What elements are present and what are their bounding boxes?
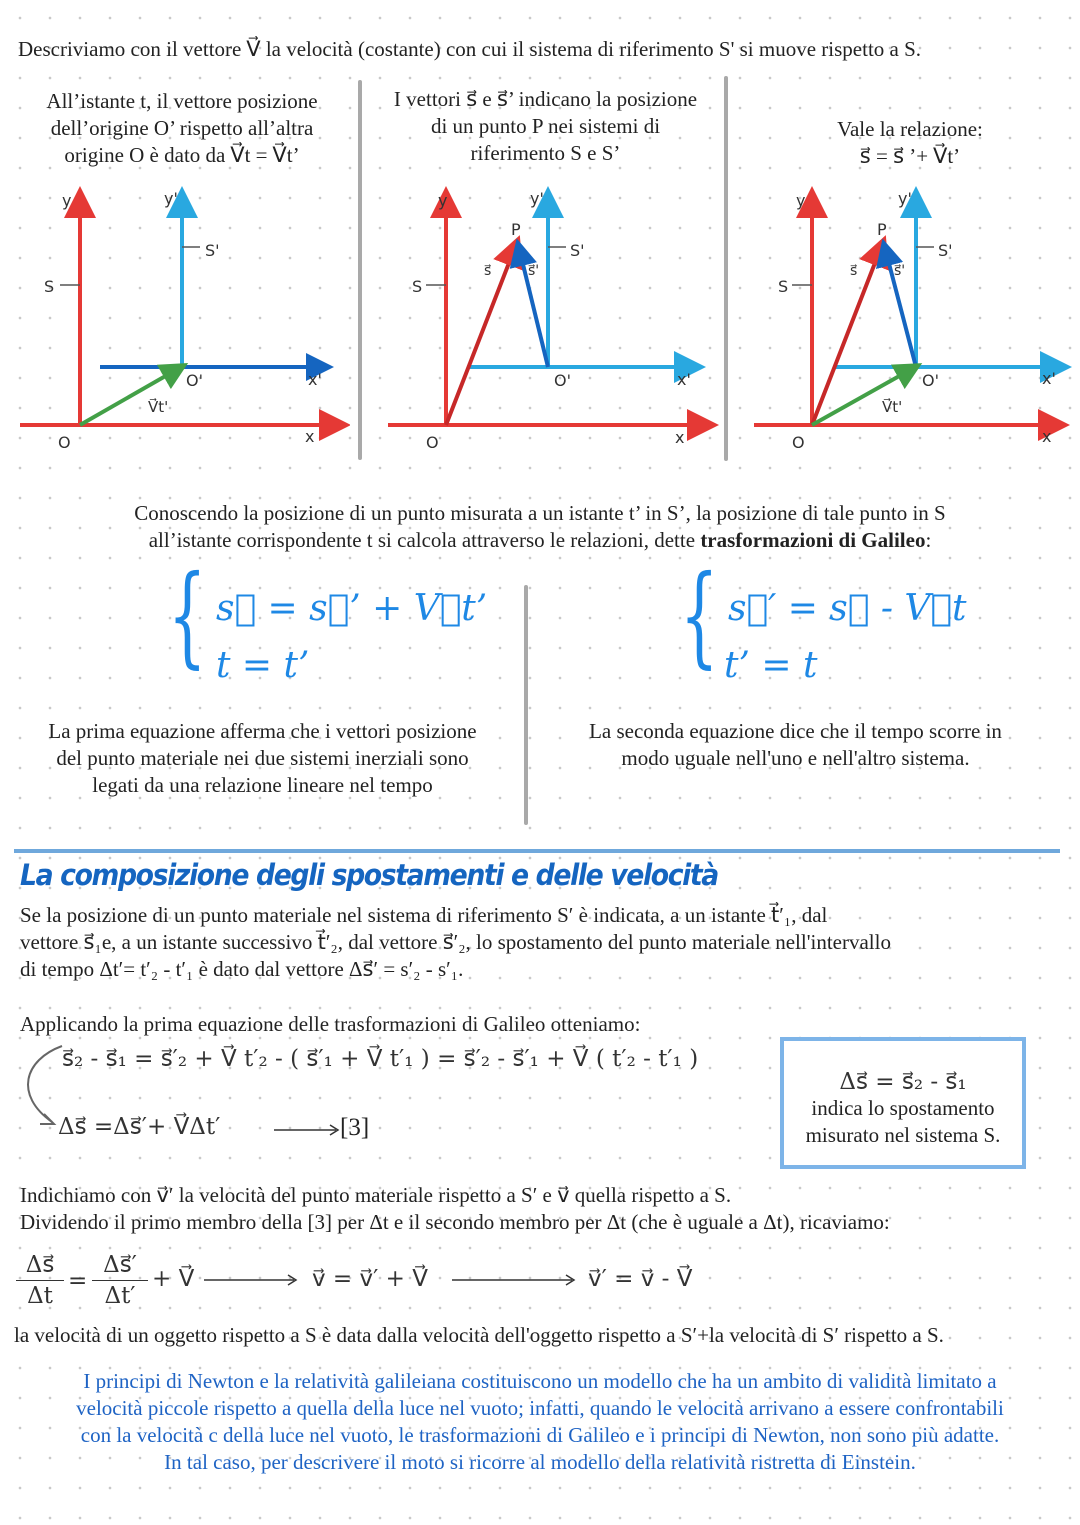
panel3-line: s⃗ = s⃗ ’+ V⃗t’ <box>859 144 961 168</box>
label-o: O <box>426 433 439 452</box>
label-x: x <box>1042 427 1052 446</box>
diagram-origin-vector <box>0 180 350 460</box>
panel1-line: origine O è dato da V⃗t = V⃗t’ <box>64 143 300 167</box>
label-s-prime: S' <box>570 241 585 260</box>
label-x-prime: x' <box>308 370 322 389</box>
diagram-position-vectors <box>368 180 720 460</box>
brace-left: { <box>168 551 207 679</box>
label-y-prime: y' <box>898 189 912 208</box>
label-s-prime-vector: s⃗' <box>894 263 906 279</box>
explain-second-line: modo uguale nell'uno e nell'altro sistema. <box>621 746 970 770</box>
fraction-numerator: Δs⃗′ <box>103 1252 137 1278</box>
label-s-vector: s⃗ <box>850 263 858 279</box>
section-paragraph-line: vettore s⃗₁e, a un istante successivo t⃗′₂, dal vettore s⃗′₂, lo spostamento del punto materiale nell'intervallo <box>20 930 891 954</box>
explain-second <box>548 718 1043 772</box>
equation-v1: v⃗ = v⃗′ + V⃗ <box>312 1266 428 1292</box>
panel1-line: All’istante t, il vettore posizione <box>46 89 318 113</box>
label-x-prime: x' <box>677 370 691 389</box>
explain-first-line: La prima equazione afferma che i vettori posizione <box>48 719 477 743</box>
galileo-intro-line: Conoscendo la posizione di un punto misurata a un istante t’ in S’, la posizione di tale punto in S <box>134 501 946 525</box>
panel1-text <box>12 88 352 169</box>
panel2-line: riferimento S e S’ <box>470 141 621 165</box>
label-vt: V⃗t' <box>882 398 903 416</box>
label-x-prime: x' <box>1042 369 1056 388</box>
final-line: I principi di Newton e la relatività galileiana costituiscono un modello che ha un ambito di validità limitato a <box>83 1369 997 1393</box>
system1-eq1: s⃗ = s⃗’ + V⃗t’ <box>216 588 488 629</box>
fraction-1 <box>16 1252 64 1309</box>
section-paragraph-line: Se la posizione di un punto materiale nel sistema di riferimento S′ è indicata, a un istante t⃗′₁, dal <box>20 903 828 927</box>
label-s: S <box>412 277 423 296</box>
section-paragraph <box>20 902 1060 983</box>
diagram-relation <box>734 180 1074 460</box>
arrow-icon <box>450 1270 580 1290</box>
equation-ref: [3] <box>340 1114 370 1141</box>
fraction-numerator: Δs⃗ <box>25 1252 55 1278</box>
box-line: misurato nel sistema S. <box>805 1123 1001 1147</box>
panel1-line: dell’origine O’ rispetto all’altra <box>50 116 314 140</box>
equation-v2: v⃗′ = v⃗ - V⃗ <box>588 1266 693 1292</box>
section-title: La composizione degli spostamenti e delle velocità <box>20 858 718 892</box>
fraction-plus: + V⃗ <box>152 1266 195 1292</box>
final-line: velocità piccole rispetto a quella della luce nel vuoto; infatti, quando le velocità arrivano a essere confrontabili <box>76 1396 1004 1420</box>
label-y: y <box>62 191 72 210</box>
brace-right: { <box>680 551 719 679</box>
label-o-prime: O' <box>922 371 939 390</box>
label-y-prime: y' <box>164 189 178 208</box>
system2-eq2: t’ = t <box>724 645 818 686</box>
label-o: O <box>58 433 71 452</box>
galileo-intro-colon: : <box>925 528 932 552</box>
conclusion: la velocità di un oggetto rispetto a S è data dalla velocità dell'oggetto rispetto a S′+la velocità di S′ rispetto a S. <box>14 1323 944 1347</box>
label-y: y <box>796 191 806 210</box>
label-o-prime: O' <box>554 371 571 390</box>
s-vector <box>446 250 514 425</box>
label-p: P <box>877 220 887 239</box>
label-s-prime: S' <box>205 241 220 260</box>
fraction-denominator: Δt <box>27 1283 53 1309</box>
label-x: x <box>675 428 685 447</box>
equation-long: s⃗₂ - s⃗₁ = s⃗′₂ + V⃗ t′₂ - ( s⃗′₁ + V⃗ t′₁ ) = s⃗′₂ - s⃗′₁ + V⃗ ( t′₂ - t′₁ ) <box>62 1046 699 1072</box>
box-line: indica lo spostamento <box>811 1096 995 1120</box>
panel2-text <box>368 86 723 167</box>
label-p: P <box>511 220 521 239</box>
panel-divider <box>358 80 362 460</box>
panel2-line: di un punto P nei sistemi di <box>430 114 661 138</box>
label-y: y <box>438 191 448 210</box>
fraction-2 <box>92 1252 148 1309</box>
fraction-denominator: Δt′ <box>104 1283 136 1309</box>
label-s: S <box>778 277 789 296</box>
s-vector <box>812 250 880 425</box>
section-divider <box>14 849 1060 853</box>
panel3-text <box>770 116 1050 170</box>
final-paragraph <box>8 1368 1072 1476</box>
galileo-intro-text: all’istante corrispondente t si calcola attraverso le relazioni, dette <box>148 528 701 552</box>
system2-eq1: s⃗′ = s⃗ - V⃗t <box>728 588 967 629</box>
system-divider <box>524 585 528 825</box>
explain-first-line: del punto materiale nei due sistemi inerziali sono <box>56 746 469 770</box>
apply-line: Applicando la prima equazione delle trasformazioni di Galileo otteniamo: <box>20 1012 641 1036</box>
galileo-term: trasformazioni di Galileo <box>700 528 926 552</box>
label-o: O <box>792 433 805 452</box>
equation-delta: Δs⃗ =Δs⃗′+ V⃗Δt′ <box>58 1114 221 1140</box>
intro-text: Descriviamo con il vettore V⃗ la velocità (costante) con cui il sistema di riferimento S' si muove rispetto a S. <box>18 37 922 61</box>
definition-box <box>780 1037 1026 1169</box>
panel3-line: Vale la relazione: <box>837 117 983 141</box>
arrow-icon <box>202 1270 302 1290</box>
explain-first-line: legati da una relazione lineare nel tempo <box>92 773 433 797</box>
galileo-intro-line <box>20 527 1060 554</box>
label-y-prime: y' <box>530 189 544 208</box>
final-line: In tal caso, per descrivere il moto si ricorre al modello della relatività ristretta di Einstein. <box>164 1450 916 1474</box>
arrow-icon <box>272 1120 342 1140</box>
label-s-prime: S' <box>938 241 953 260</box>
label-vt: V⃗t' <box>148 398 169 416</box>
label-o-prime: O' <box>186 371 203 390</box>
velocity-text <box>20 1182 1060 1236</box>
label-s-prime-vector: s⃗' <box>528 263 540 279</box>
label-s: S <box>44 277 55 296</box>
label-x: x <box>305 427 315 446</box>
explain-second-line: La seconda equazione dice che il tempo scorre in <box>589 719 1002 743</box>
velocity-line: Dividendo il primo membro della [3] per Δt e il secondo membro per Δt (che è uguale a Δt), ricaviamo: <box>20 1210 890 1234</box>
section-paragraph-line: di tempo Δt′= t′₂ - t′₁ è dato dal vettore Δs⃗′ = s′₂ - s′₁. <box>20 957 464 981</box>
explain-first <box>10 718 515 799</box>
box-equation: Δs⃗ = s⃗₂ - s⃗₁ <box>839 1069 967 1095</box>
galileo-intro <box>20 500 1060 554</box>
panel-divider <box>724 76 728 461</box>
label-s-vector: s⃗ <box>484 263 492 279</box>
final-line: con la velocità c della luce nel vuoto, le trasformazioni di Galileo e i principi di Newton, non sono più adatte. <box>80 1423 1000 1447</box>
panel2-line: I vettori s⃗ e s⃗’ indicano la posizione <box>393 87 698 111</box>
system1-eq2: t = t’ <box>216 645 310 686</box>
velocity-line: Indichiamo con v⃗′ la velocità del punto materiale rispetto a S′ e v⃗ quella rispetto a S. <box>20 1183 732 1207</box>
fraction-equals: = <box>68 1268 88 1294</box>
